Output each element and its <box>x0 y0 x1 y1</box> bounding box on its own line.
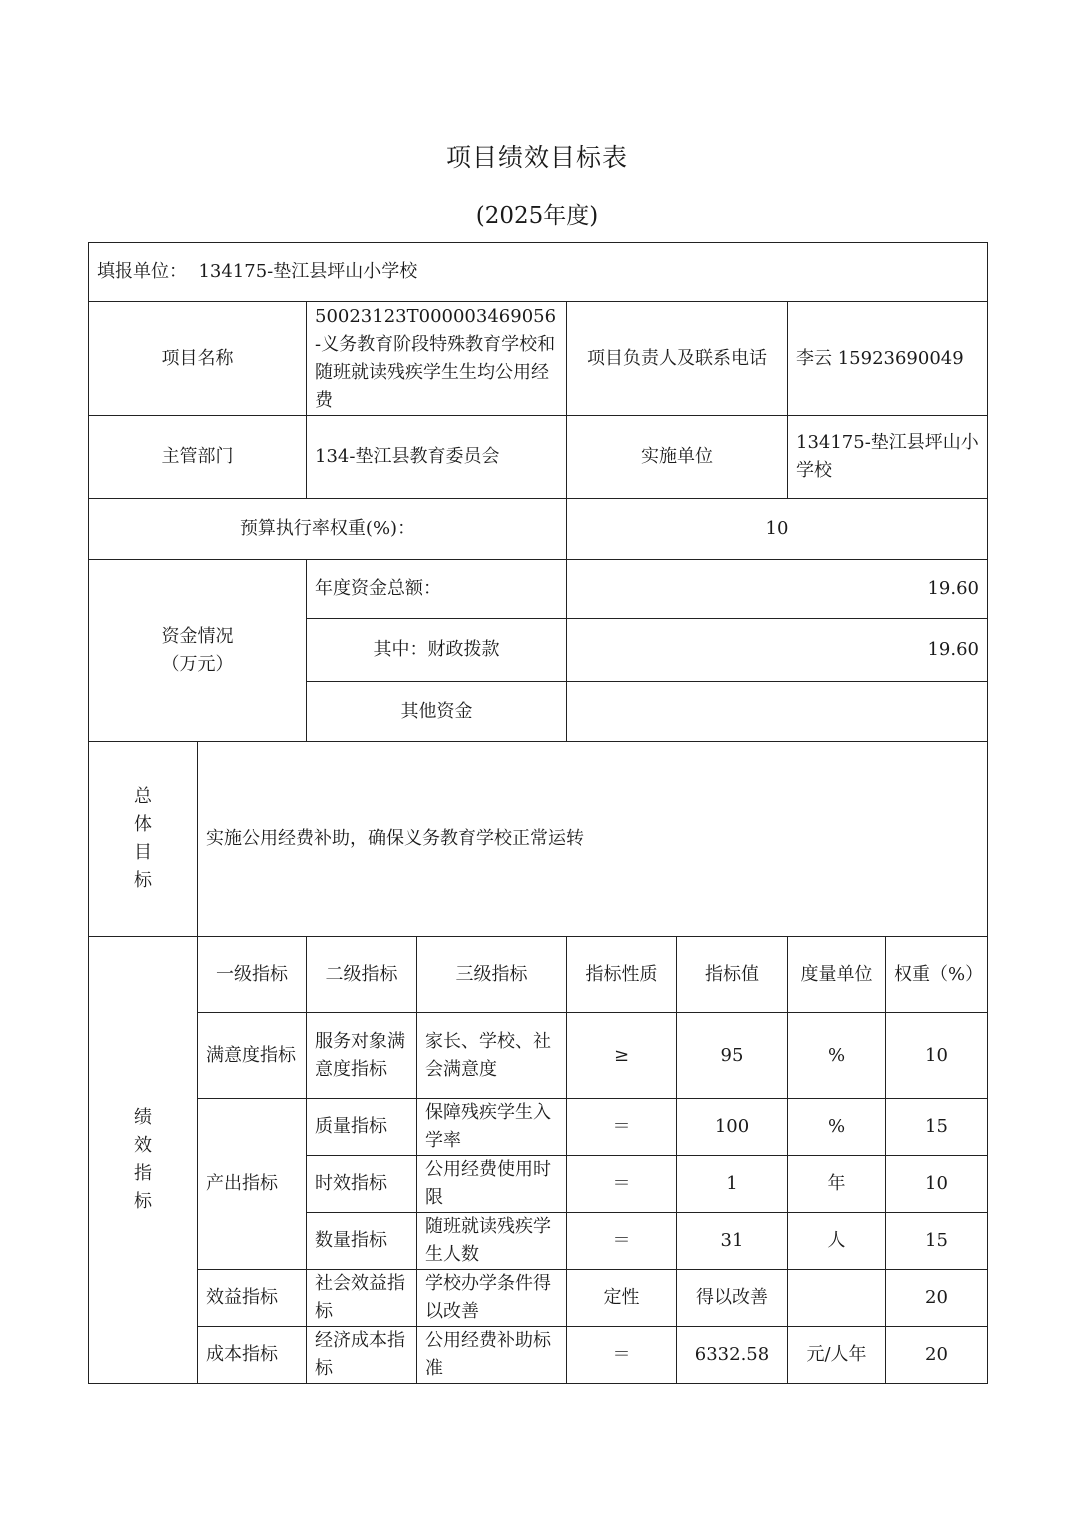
budget-rate-value: 10 <box>567 499 988 560</box>
project-name-label: 项目名称 <box>89 302 307 416</box>
table-row <box>89 1270 988 1327</box>
weight-cell: 10 <box>886 1156 988 1213</box>
unit-cell: 年 <box>788 1156 886 1213</box>
table-row <box>89 1327 988 1384</box>
funds-label: 资金情况 <box>161 625 234 647</box>
impl-unit-value: 134175-垫江县坪山小学校 <box>788 416 988 499</box>
header-unit: 度量单位 <box>788 937 886 1013</box>
value-cell: 100 <box>677 1099 788 1156</box>
project-name-value: 50023123T000003469056-义务教育阶段特殊教育学校和随班就读残疾学生生均公用经费 <box>307 302 567 416</box>
dept-label: 主管部门 <box>89 416 307 499</box>
nature-cell: ＝ <box>567 1099 677 1156</box>
funds-total-value: 19.60 <box>567 560 988 619</box>
level2-cell: 社会效益指标 <box>307 1270 417 1327</box>
level2-cell: 数量指标 <box>307 1213 417 1270</box>
unit-cell <box>788 1270 886 1327</box>
contact-label: 项目负责人及联系电话 <box>567 302 788 416</box>
indicators-label: 绩 效 指 标 <box>89 937 198 1384</box>
level2-cell: 服务对象满意度指标 <box>307 1013 417 1099</box>
reporting-unit-label: 填报单位： <box>97 261 187 282</box>
overall-goal-label: 总 体 目 标 <box>89 742 198 937</box>
level3-cell: 家长、学校、社会满意度 <box>417 1013 567 1099</box>
level2-cell: 质量指标 <box>307 1099 417 1156</box>
contact-value: 李云 15923690049 <box>788 302 988 416</box>
performance-goal-table <box>88 242 988 1384</box>
value-cell: 31 <box>677 1213 788 1270</box>
reporting-unit-cell <box>89 243 988 302</box>
weight-cell: 20 <box>886 1270 988 1327</box>
dept-value: 134-垫江县教育委员会 <box>307 416 567 499</box>
page-title: 项目绩效目标表 <box>445 143 628 172</box>
level3-cell: 公用经费使用时限 <box>417 1156 567 1213</box>
header-level3: 三级指标 <box>417 937 567 1013</box>
nature-cell: ＝ <box>567 1213 677 1270</box>
level3-cell: 公用经费补助标准 <box>417 1327 567 1384</box>
funds-fiscal-value: 19.60 <box>567 619 988 682</box>
weight-cell: 20 <box>886 1327 988 1384</box>
nature-cell: ≥ <box>567 1013 677 1099</box>
nature-cell: 定性 <box>567 1270 677 1327</box>
funds-unit: （万元） <box>161 653 234 675</box>
value-cell: 得以改善 <box>677 1270 788 1327</box>
value-cell: 95 <box>677 1013 788 1099</box>
level3-cell: 随班就读残疾学生人数 <box>417 1213 567 1270</box>
reporting-unit-value: 134175-垫江县坪山小学校 <box>198 261 418 282</box>
level2-cell: 经济成本指标 <box>307 1327 417 1384</box>
unit-cell: 元/人年 <box>788 1327 886 1384</box>
year-subtitle: (2025年度) <box>475 203 599 229</box>
unit-cell: % <box>788 1099 886 1156</box>
unit-cell: % <box>788 1013 886 1099</box>
weight-cell: 10 <box>886 1013 988 1099</box>
header-nature: 指标性质 <box>567 937 677 1013</box>
table-row <box>89 1099 988 1156</box>
level1-cell: 满意度指标 <box>198 1013 307 1099</box>
funds-label-cell <box>89 560 307 742</box>
budget-rate-label: 预算执行率权重(%)： <box>89 499 567 560</box>
level2-cell: 时效指标 <box>307 1156 417 1213</box>
overall-goal-text: 实施公用经费补助，确保义务教育学校正常运转 <box>198 742 988 937</box>
level3-cell: 学校办学条件得以改善 <box>417 1270 567 1327</box>
funds-other-value <box>567 682 988 742</box>
weight-cell: 15 <box>886 1099 988 1156</box>
nature-cell: ＝ <box>567 1156 677 1213</box>
funds-other-label: 其他资金 <box>307 682 567 742</box>
level1-cell: 成本指标 <box>198 1327 307 1384</box>
impl-unit-label: 实施单位 <box>567 416 788 499</box>
nature-cell: ＝ <box>567 1327 677 1384</box>
header-weight: 权重（%） <box>886 937 988 1013</box>
header-value: 指标值 <box>677 937 788 1013</box>
level1-cell: 产出指标 <box>198 1099 307 1270</box>
value-cell: 6332.58 <box>677 1327 788 1384</box>
funds-total-label: 年度资金总额： <box>307 560 567 619</box>
table-row <box>89 1013 988 1099</box>
value-cell: 1 <box>677 1156 788 1213</box>
header-level1: 一级指标 <box>198 937 307 1013</box>
level3-cell: 保障残疾学生入学率 <box>417 1099 567 1156</box>
weight-cell: 15 <box>886 1213 988 1270</box>
unit-cell: 人 <box>788 1213 886 1270</box>
header-level2: 二级指标 <box>307 937 417 1013</box>
level1-cell: 效益指标 <box>198 1270 307 1327</box>
funds-fiscal-label: 其中：财政拨款 <box>307 619 567 682</box>
